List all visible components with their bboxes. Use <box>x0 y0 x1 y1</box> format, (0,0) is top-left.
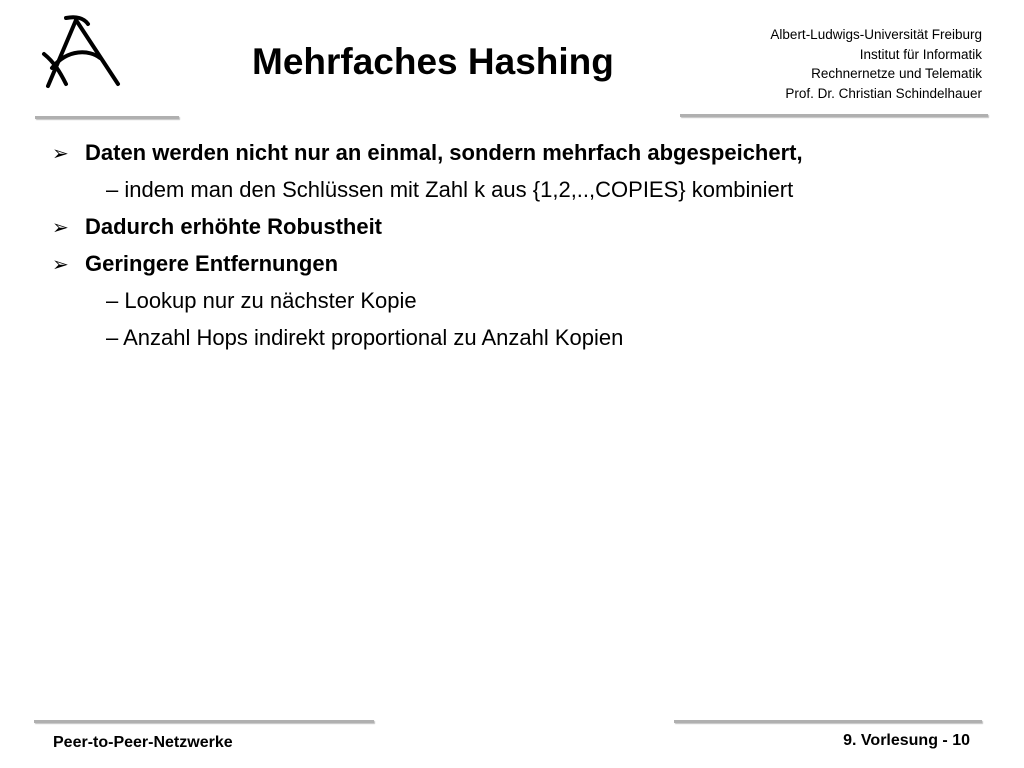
bullet-text: Dadurch erhöhte Robustheit <box>85 214 383 239</box>
affiliation-university: Albert-Ludwigs-Universität Freiburg <box>770 27 982 42</box>
sub-bullet-text: – Lookup nur zu nächster Kopie <box>106 288 417 313</box>
bullet-item <box>52 212 992 249</box>
arrow-bullet-icon: ➢ <box>52 254 69 276</box>
footer-divider-left <box>34 720 374 723</box>
affiliation-professor: Prof. Dr. Christian Schindelhauer <box>785 85 982 101</box>
arrow-bullet-icon: ➢ <box>52 217 69 239</box>
slide-title: Mehrfaches Hashing <box>252 41 614 82</box>
affiliation-group: Rechnernetze und Telematik <box>811 66 982 81</box>
footer-divider-right <box>674 720 982 723</box>
bullet-item <box>52 138 992 175</box>
bullet-item <box>52 249 992 286</box>
university-logo-icon <box>38 12 124 96</box>
footer-lecture-number: 9. Vorlesung - 10 <box>843 732 970 749</box>
sub-bullet-text: – Anzahl Hops indirekt proportional zu Anzahl Kopien <box>106 325 624 350</box>
header-divider-left <box>35 116 179 119</box>
bullet-text: Geringere Entfernungen <box>85 251 339 276</box>
sub-bullet-text: – indem man den Schlüssen mit Zahl k aus {1,2,..,COPIES} kombiniert <box>106 177 794 202</box>
footer-course-title: Peer-to-Peer-Netzwerke <box>53 734 233 751</box>
arrow-bullet-icon: ➢ <box>52 143 69 165</box>
bullet-text: Daten werden nicht nur an einmal, sondern mehrfach abgespeichert, <box>85 140 803 165</box>
header-divider-right <box>680 114 988 117</box>
slide-content <box>52 138 992 360</box>
affiliation-institute: Institut für Informatik <box>859 46 982 62</box>
affiliation-block <box>770 25 982 103</box>
